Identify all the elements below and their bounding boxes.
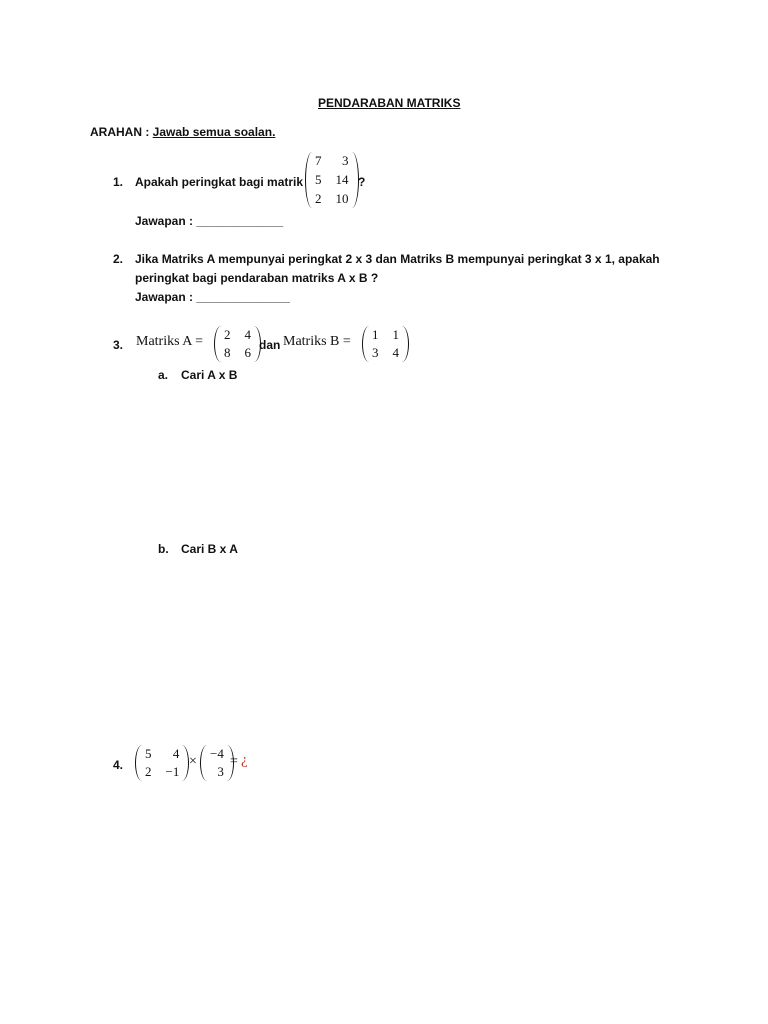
matrix-cell: 5 <box>315 172 322 187</box>
q1-question-mark: ? <box>358 175 366 189</box>
q1-text: Apakah peringkat bagi matrik <box>135 175 304 189</box>
matrix-cell: −4 <box>210 746 224 761</box>
q2-text-line1: Jika Matriks A mempunyai peringkat 2 x 3 dan Matriks B mempunyai peringkat 3 x 1, apakah <box>135 252 660 266</box>
q4-result-glyph: ¿ <box>241 752 248 768</box>
q4-times-sign: × <box>189 754 197 769</box>
instructions <box>90 125 275 139</box>
matrix-cell: 1 <box>392 327 399 342</box>
matrix-cell: 1 <box>372 327 379 342</box>
q3b-text: Cari B x A <box>181 542 238 556</box>
matrix-cell: 14 <box>335 172 349 187</box>
left-paren <box>135 745 143 781</box>
left-paren <box>362 326 370 362</box>
q1-answer-line: Jawapan : _____________ <box>135 214 284 228</box>
matrix-cell: 3 <box>217 764 224 779</box>
q3a-text: Cari A x B <box>181 368 238 382</box>
matrix-cell: 6 <box>244 345 251 360</box>
matrix-cell: 5 <box>145 746 152 761</box>
matrix-cell: −1 <box>165 764 180 779</box>
instructions-label: ARAHAN : <box>90 125 150 139</box>
q3b-label: b. <box>158 542 169 556</box>
q3-dan: dan <box>259 338 281 352</box>
q3-matrix-a <box>214 326 261 362</box>
q3-matrix-b <box>362 326 409 362</box>
q2-text-line2: peringkat bagi pendaraban matriks A x B ? <box>135 271 379 285</box>
q2-number: 2. <box>113 252 124 266</box>
q2-answer-line: Jawapan : ______________ <box>135 290 290 304</box>
left-paren <box>305 152 313 208</box>
matrix-cell: 8 <box>224 345 231 360</box>
matrix-cell: 3 <box>372 345 379 360</box>
q1-matrix <box>305 152 359 208</box>
q3a-label: a. <box>158 368 169 382</box>
matrix-cell: 3 <box>342 153 349 168</box>
q1-number: 1. <box>113 175 124 189</box>
q4-matrix-1 <box>135 745 189 781</box>
q4-number: 4. <box>113 758 124 772</box>
matrix-cell: 10 <box>335 191 349 206</box>
matrix-cell: 4 <box>172 746 180 761</box>
matrix-cell: 2 <box>315 191 322 206</box>
right-paren <box>401 326 409 362</box>
q4-equals-sign: = <box>230 754 238 769</box>
left-paren <box>200 745 208 781</box>
q3-label-b: Matriks B = <box>283 334 351 349</box>
page-title: PENDARABAN MATRIKS <box>318 96 461 110</box>
q3-label-a: Matriks A = <box>136 334 204 349</box>
matrix-cell: 4 <box>244 327 251 342</box>
matrix-cell: 2 <box>145 764 152 779</box>
left-paren <box>214 326 222 362</box>
instructions-text: Jawab semua soalan. <box>152 125 276 139</box>
q3-number: 3. <box>113 338 124 352</box>
matrix-cell: 7 <box>315 153 322 168</box>
matrix-cell: 2 <box>224 327 231 342</box>
q4-matrix-2 <box>200 745 234 781</box>
matrix-cell: 4 <box>392 345 399 360</box>
